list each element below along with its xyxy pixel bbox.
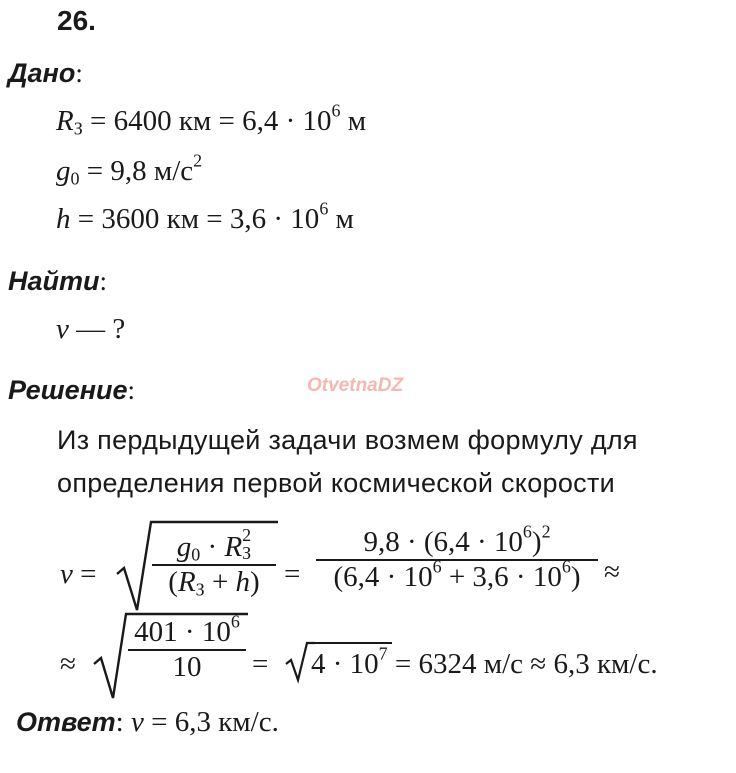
watermark: OtvetnaDZ: [307, 375, 404, 396]
fraction-1: [152, 526, 276, 599]
answer-line: Ответ: v = 6,3 км/с.: [16, 706, 279, 738]
formula-result: $4 \cdot 10^7 = 6324$ м/с ≈ 6,3 км/с.: [311, 643, 658, 680]
fraction-3-denominator: 10: [128, 649, 246, 684]
given-heading: Дано:: [8, 58, 83, 88]
formula-equals-3: =: [252, 648, 269, 680]
fraction-2-denominator: $(6,4 \cdot 10^6 + 3,6 \cdot 10^6)$: [316, 559, 598, 594]
given-height: h = 3600 км = $3,6 \cdot 10^6$ м: [56, 198, 354, 235]
find-heading: Найти:: [8, 266, 108, 296]
find-target: v — ?: [56, 313, 126, 345]
fraction-2: [316, 521, 598, 594]
fraction-3: [128, 611, 246, 684]
fraction-1-denominator: $(R_З + h)$: [152, 564, 276, 599]
solution-heading: Решение:: [8, 375, 136, 405]
answer-heading: Ответ: [16, 707, 116, 737]
given-gravity: $g_0 = 9,8$ $м/с^2$: [56, 150, 203, 189]
fraction-3-numerator: $401 \cdot 10^6$: [134, 611, 240, 648]
formula-equals-2: =: [284, 558, 301, 590]
problem-number: 26.: [57, 5, 96, 36]
fraction-1-numerator: $g_0 \cdot R$ 2 З: [176, 525, 252, 565]
formula-approx-1: ≈: [604, 556, 620, 588]
fraction-2-numerator: $9,8 \cdot (6,4 \cdot 10^6)^2$: [363, 521, 551, 558]
given-radius: $R_З = 6400$ км = $6,4 \cdot 10^6$ м: [56, 100, 367, 139]
formula-approx-2: ≈: [60, 648, 76, 680]
formula-lhs: v =: [60, 558, 97, 590]
solution-text-line-2: определения первой космической скорости: [57, 468, 616, 498]
solution-text-line-1: Из пердыдущей задачи возмем формулу для: [57, 425, 638, 455]
